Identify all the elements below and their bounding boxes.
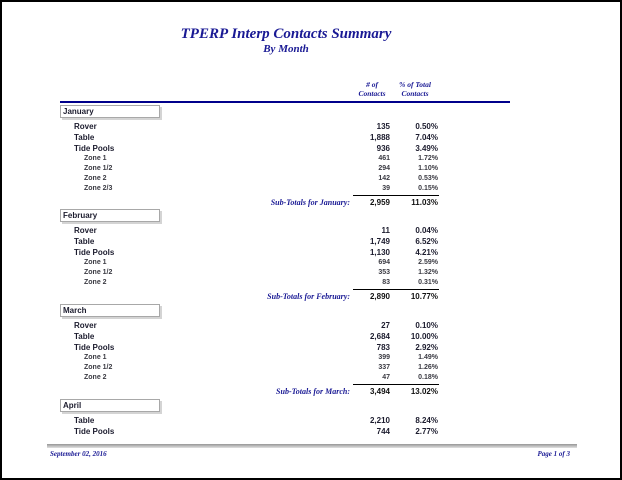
contacts-value: 744 — [376, 427, 390, 436]
subtotal-rule — [353, 289, 439, 290]
row-label: Rover — [74, 226, 97, 235]
row-label: Table — [74, 237, 95, 246]
contacts-value: 39 — [382, 185, 390, 192]
subtotal-rule — [353, 195, 439, 196]
contacts-value: 783 — [376, 343, 390, 352]
table-row-zone — [60, 374, 512, 384]
row-label: Zone 1 — [84, 155, 107, 162]
row-label: Table — [74, 332, 95, 341]
row-label: Rover — [74, 122, 97, 131]
contacts-value: 694 — [378, 259, 390, 266]
table-row-zone — [60, 279, 512, 289]
header-rule — [60, 101, 510, 103]
row-label: Table — [74, 416, 95, 425]
table-row — [60, 321, 512, 332]
table-row-zone — [60, 155, 512, 165]
table-row-zone — [60, 354, 512, 364]
subtotal-percent: 11.03% — [411, 198, 438, 207]
contacts-value: 27 — [381, 321, 390, 330]
percent-value: 3.49% — [415, 144, 438, 153]
percent-value: 2.59% — [418, 259, 438, 266]
table-row-zone — [60, 185, 512, 195]
percent-value: 0.15% — [418, 185, 438, 192]
contacts-value: 1,130 — [369, 248, 390, 257]
column-header-percent-line1: % of Total — [399, 80, 431, 89]
month-label-box: February — [60, 209, 160, 222]
subtotal-contacts: 2,890 — [369, 292, 390, 301]
table-row-zone — [60, 269, 512, 279]
month-section-january — [60, 105, 512, 211]
contacts-value: 83 — [382, 279, 390, 286]
row-label: Tide Pools — [74, 248, 115, 257]
contacts-value: 2,684 — [369, 332, 390, 341]
row-label: Zone 1 — [84, 259, 107, 266]
table-row — [60, 226, 512, 237]
column-header-percent — [380, 80, 450, 98]
contacts-value: 47 — [382, 374, 390, 381]
contacts-value: 1,888 — [369, 133, 390, 142]
percent-value: 0.10% — [415, 321, 438, 330]
row-label: Tide Pools — [74, 144, 115, 153]
subtotal-contacts: 2,959 — [369, 198, 390, 207]
month-label-box: March — [60, 304, 160, 317]
subtotal-percent: 10.77% — [410, 292, 438, 301]
table-row — [60, 122, 512, 133]
table-row — [60, 248, 512, 259]
contacts-value: 936 — [376, 144, 390, 153]
contacts-value: 11 — [381, 226, 390, 235]
footer-date: September 02, 2016 — [50, 450, 107, 458]
subtotal-row — [60, 384, 512, 400]
table-row — [60, 237, 512, 248]
percent-value: 0.53% — [418, 175, 438, 182]
contacts-value: 1,749 — [369, 237, 390, 246]
month-label-box: April — [60, 399, 160, 412]
subtotal-label: Sub-Totals for February: — [267, 292, 350, 301]
page-subtitle: By Month — [263, 43, 309, 55]
month-label-box: January — [60, 105, 160, 118]
percent-value: 2.77% — [415, 427, 438, 436]
table-row — [60, 332, 512, 343]
percent-value: 6.52% — [415, 237, 438, 246]
row-label: Zone 2 — [84, 175, 107, 182]
subtotal-rule — [353, 384, 439, 385]
percent-value: 1.72% — [418, 155, 438, 162]
percent-value: 0.18% — [418, 374, 438, 381]
footer-page-number: Page 1 of 3 — [537, 450, 570, 458]
footer-divider — [47, 444, 577, 448]
row-label: Table — [74, 133, 95, 142]
report-header — [60, 26, 512, 56]
row-label: Zone 1/2 — [84, 269, 113, 276]
column-header-contacts-line2: Contacts — [358, 89, 386, 98]
row-label: Tide Pools — [74, 427, 115, 436]
percent-value: 2.92% — [415, 343, 438, 352]
percent-value: 0.31% — [418, 279, 438, 286]
page-title: TPERP Interp Contacts Summary — [180, 26, 392, 42]
percent-value: 8.24% — [415, 416, 438, 425]
column-header-percent-line2: Contacts — [401, 89, 429, 98]
month-section-march — [60, 304, 512, 400]
row-label: Zone 1 — [84, 354, 107, 361]
table-row-zone — [60, 165, 512, 175]
row-label: Zone 2 — [84, 279, 107, 286]
table-row-zone — [60, 364, 512, 374]
percent-value: 0.50% — [415, 122, 438, 131]
subtotal-label: Sub-Totals for January: — [270, 198, 350, 207]
table-row — [60, 427, 512, 438]
table-row-zone — [60, 259, 512, 269]
table-row — [60, 133, 512, 144]
row-label: Zone 2 — [84, 374, 107, 381]
table-row — [60, 343, 512, 354]
month-section-april — [60, 399, 512, 438]
contacts-value: 294 — [378, 165, 390, 172]
table-row — [60, 416, 512, 427]
percent-value: 1.32% — [418, 269, 438, 276]
percent-value: 1.49% — [418, 354, 438, 361]
contacts-value: 399 — [378, 354, 390, 361]
subtotal-row — [60, 289, 512, 305]
subtotal-percent: 13.02% — [410, 387, 438, 396]
column-header-contacts-line1: # of — [366, 80, 378, 89]
contacts-value: 135 — [376, 122, 390, 131]
row-label: Zone 2/3 — [84, 185, 113, 192]
percent-value: 7.04% — [415, 133, 438, 142]
percent-value: 1.10% — [418, 165, 438, 172]
contacts-value: 337 — [378, 364, 390, 371]
report-content — [60, 2, 512, 442]
row-label: Tide Pools — [74, 343, 115, 352]
row-label: Rover — [74, 321, 97, 330]
percent-value: 0.04% — [415, 226, 438, 235]
contacts-value: 142 — [378, 175, 390, 182]
subtotal-contacts: 3,494 — [369, 387, 390, 396]
table-row — [60, 144, 512, 155]
percent-value: 4.21% — [415, 248, 438, 257]
percent-value: 1.26% — [418, 364, 438, 371]
subtotal-label: Sub-Totals for March: — [276, 387, 350, 396]
month-section-february — [60, 209, 512, 305]
contacts-value: 2,210 — [369, 416, 390, 425]
row-label: Zone 1/2 — [84, 165, 113, 172]
row-label: Zone 1/2 — [84, 364, 113, 371]
table-row-zone — [60, 175, 512, 185]
contacts-value: 353 — [378, 269, 390, 276]
contacts-value: 461 — [378, 155, 390, 162]
percent-value: 10.00% — [410, 332, 438, 341]
